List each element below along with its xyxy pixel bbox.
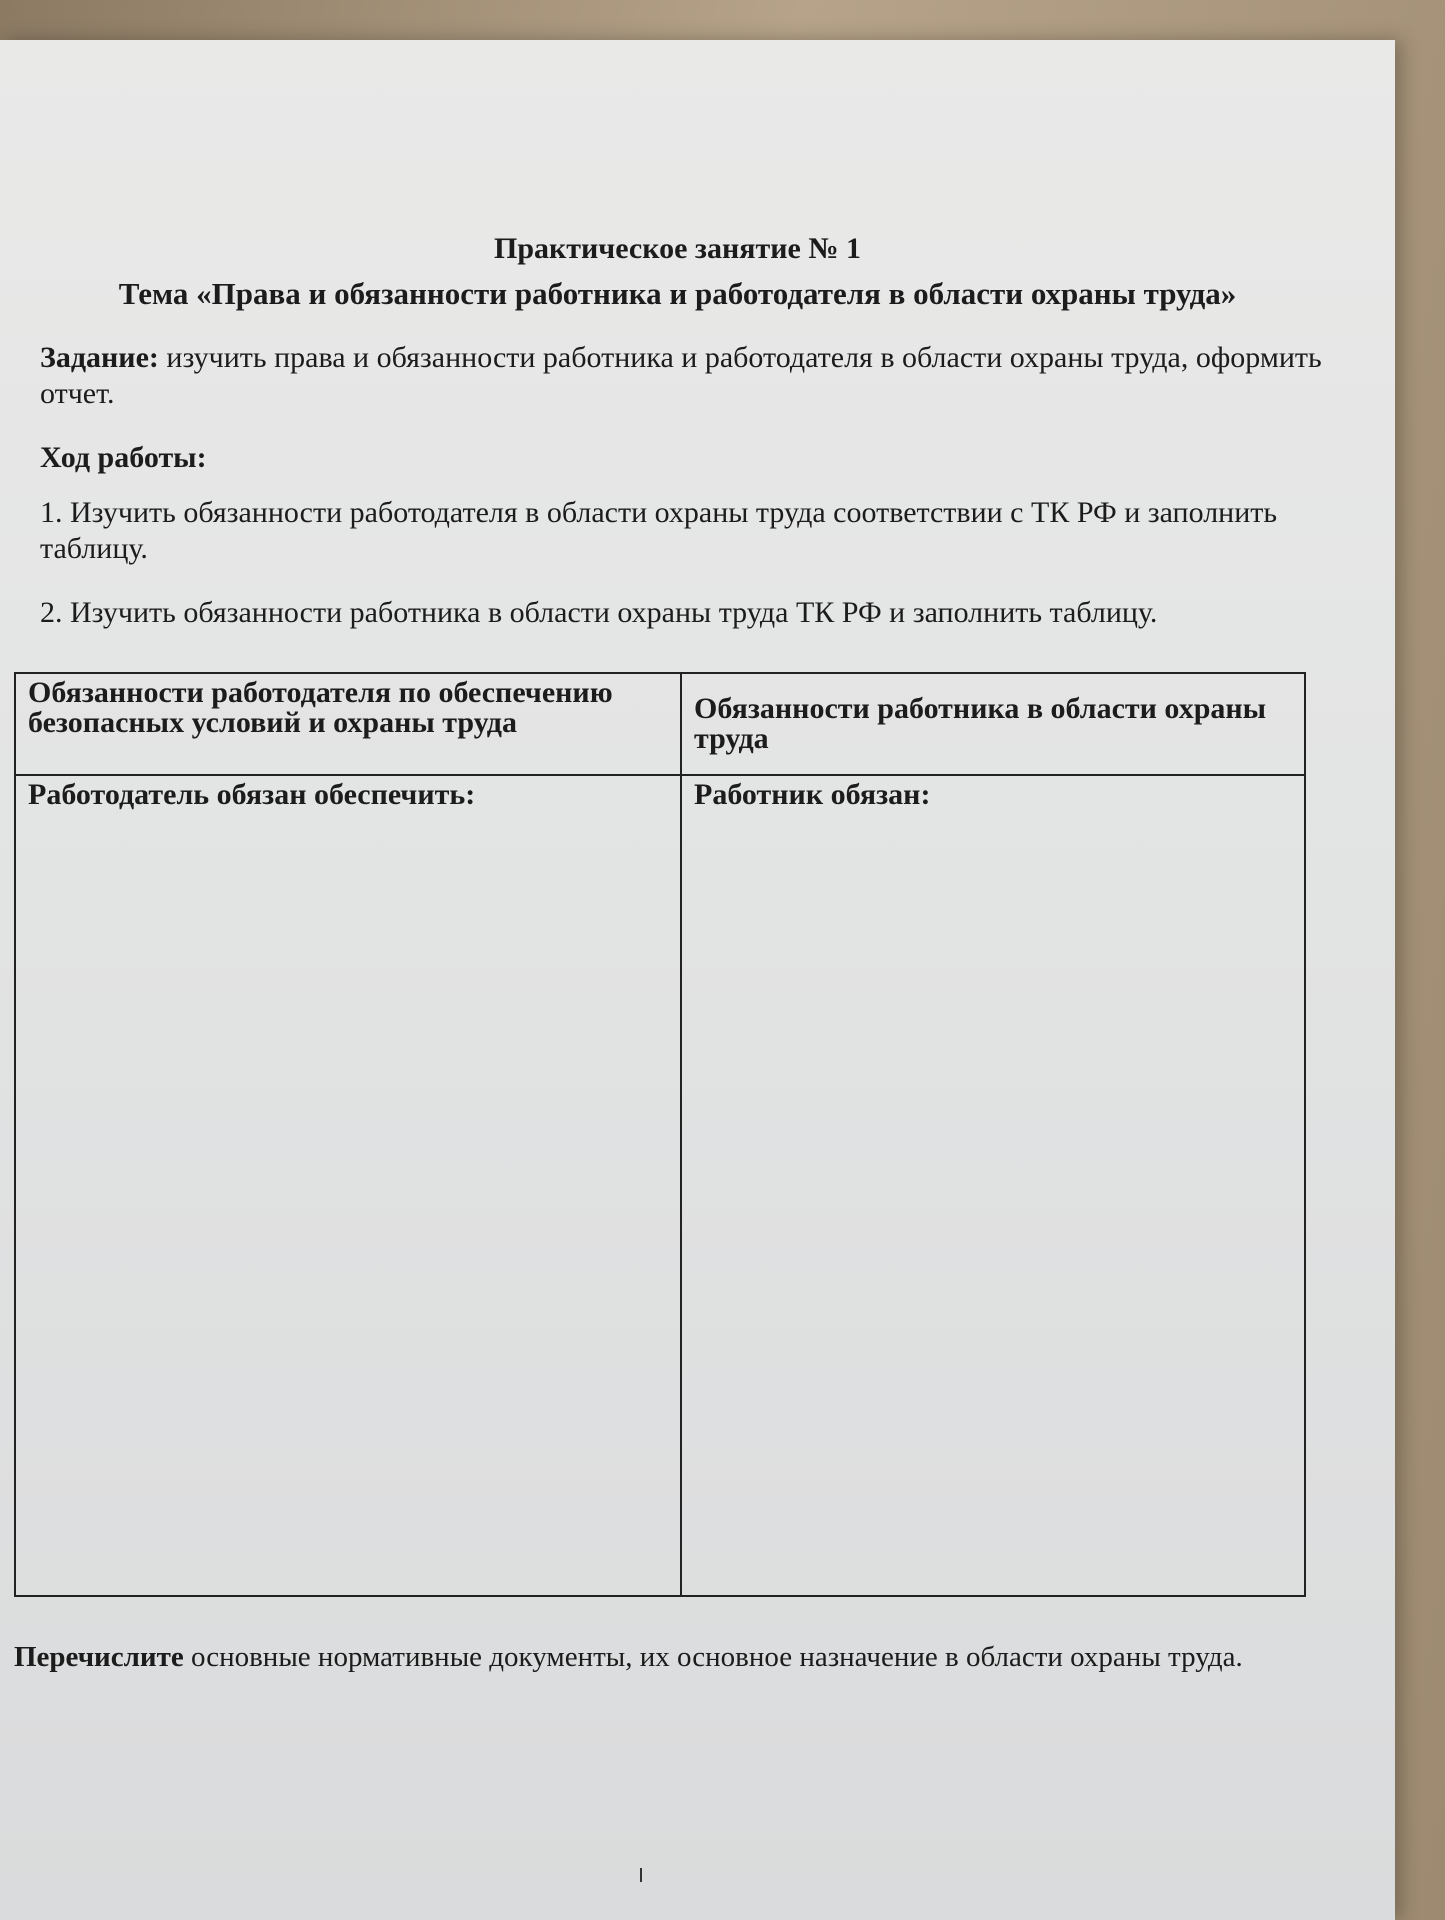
table-body-row <box>15 775 1305 1596</box>
bottom-label: Перечислите <box>14 1641 184 1673</box>
pen-mark <box>640 1868 642 1882</box>
employee-duties-header: Обязанности работника в области охраны труда <box>681 673 1305 775</box>
employee-duties-cell[interactable]: Работник обязан: <box>681 775 1305 1596</box>
worksheet-page <box>0 40 1395 1920</box>
step-1: 1. Изучить обязанности работодателя в области охраны труда соответствии с ТК РФ и заполнить таблицу. <box>40 496 1278 565</box>
task-paragraph <box>40 340 1325 412</box>
employer-duties-cell[interactable]: Работодатель обязан обеспечить: <box>15 775 681 1596</box>
page-title: Практическое занятие № 1 <box>493 232 861 265</box>
bottom-instruction <box>14 1635 1275 1679</box>
step-2: 2. Изучить обязанности работника в области охраны труда ТК РФ и заполнить таблицу. <box>40 596 1158 629</box>
bottom-text: основные нормативные документы, их основное назначение в области охраны труда. <box>183 1641 1243 1673</box>
duties-table <box>14 672 1306 1597</box>
topic-title: Тема «Права и обязанности работника и работодателя в области охраны труда» <box>118 276 1237 311</box>
progress-heading: Ход работы: <box>40 441 207 474</box>
task-label: Задание: <box>40 341 159 374</box>
table-header-row <box>15 673 1305 775</box>
employer-duties-header: Обязанности работодателя по обеспечению безопасных условий и охраны труда <box>15 673 681 775</box>
task-text: изучить права и обязанности работника и работодателя в области охраны труда, оформить отчет. <box>40 341 1322 410</box>
